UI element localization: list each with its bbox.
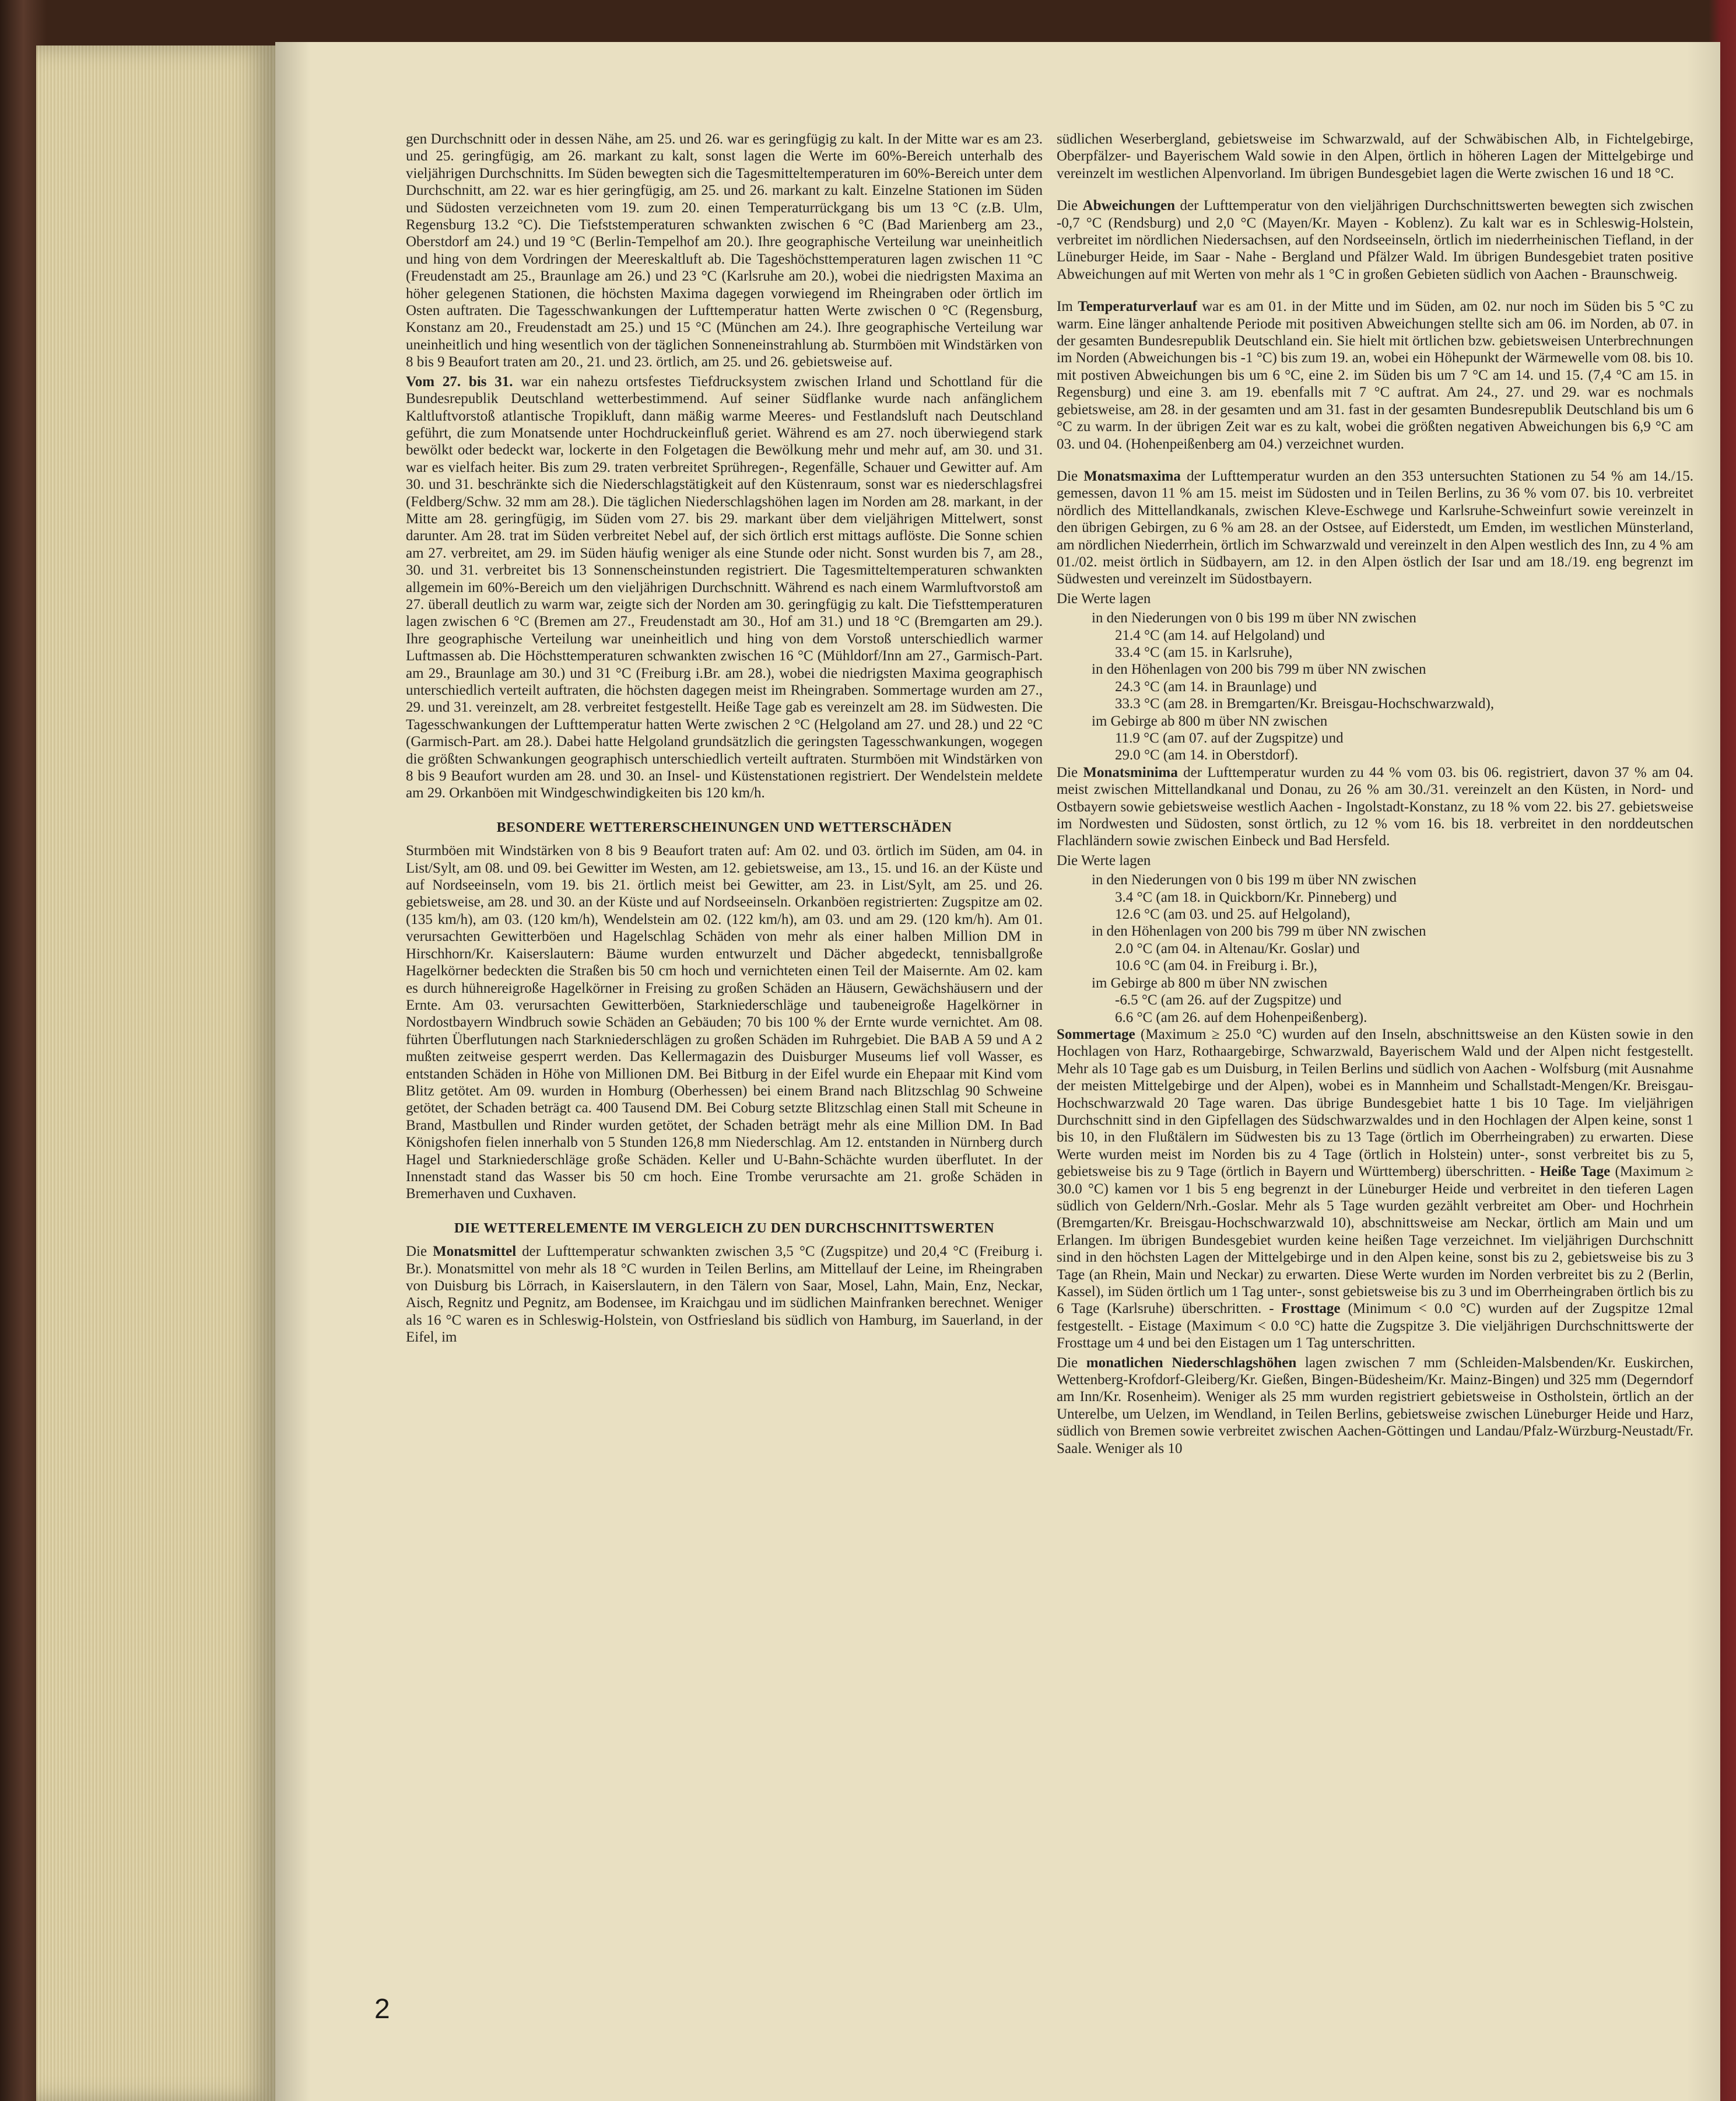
document-page xyxy=(275,42,1720,2101)
list-item: im Gebirge ab 800 m über NN zwischen xyxy=(1092,975,1328,991)
paragraph: Die Monatsminima der Lufttemperatur wurden zu 44 % vom 03. bis 06. registriert, davon 37 % am 04. meist zwischen Mittellandkanal und Donau, zu 26 % am 30./31. vereinzelt an den Küsten, in Nord- und Ostbayern sowie gebietsweise westlich Aachen - Ingolstadt-Konstanz, zu 18 % vom 22. bis 27. gebietsweise im Nordwesten und Südosten, sonst örtlich, zu 12 % vom 16. bis 18. verbreitet in den norddeutschen Flachländern sowie zwischen Einbeck und Bad Hersfeld. xyxy=(1057,764,1693,849)
paragraph: südlichen Weserbergland, gebietsweise im Schwarzwald, auf der Schwäbischen Alb, in Fichtelgebirge, Oberpfälzer- und Bayerischem Wald sowie in den Alpen, örtlich in höheren Lagen der Mittelgebirge und vereinzelt im westlichen Alpenvorland. Im übrigen Bundesgebiet lagen die Werte zwischen 16 und 18 °C. xyxy=(1057,131,1693,181)
list-item: -6.5 °C (am 26. auf der Zugspitze) und xyxy=(1115,992,1342,1009)
paragraph: Die Abweichungen der Lufttemperatur von den vieljährigen Durchschnittswerten bewegten sich zwischen -0,7 °C (Rendsburg) und 2,0 °C (Mayen/Kr. Mayen - Koblenz). Zu kalt war es in Schleswig-Holstein, verbreitet im nördlichen Niedersachsen, auf den Nordseeinseln, örtlich im niederrheinischen Tiefland, in der Lüneburger Heide, im Saar - Nahe - Bergland und Pfälzer Wald. Im übrigen Bundesgebiet traten positive Abweichungen auf mit Werten von mehr als 1 °C in großen Gebieten südlich von Aachen - Braunschweig. xyxy=(1057,198,1693,282)
list-item: in den Höhenlagen von 200 bis 799 m über NN zwischen xyxy=(1092,661,1426,678)
list-item: 33.4 °C (am 15. in Karlsruhe), xyxy=(1115,644,1293,660)
section-heading: DIE WETTERELEMENTE IM VERGLEICH ZU DEN DURCHSCHNITTSWERTEN xyxy=(454,1220,995,1236)
values-intro: Die Werte lagen xyxy=(1057,852,1151,869)
paragraph: Die monatlichen Niederschlagshöhen lagen zwischen 7 mm (Schleiden-Malsbenden/Kr. Euskirchen, Wettenberg-Krofdorf-Gleiberg/Kr. Gießen, Bingen-Büdesheim/Kr. Mainz-Bingen) und 325 mm (Degerndorf am Inn/Kr. Rosenheim). Weniger als 25 mm wurden registriert gebietsweise in Ostholstein, örtlich an der Unterelbe, um Uelzen, im Wendland, in Teilen Berlins, gebietsweise zwischen Lüneburger Heide und Harz, südlich von Bremen sowie verbreitet zwischen Aachen-Göttingen und Landau/Pfalz-Würzburg-Neustadt/Fr. Saale. Weniger als 10 xyxy=(1057,1354,1693,1456)
values-intro: Die Werte lagen xyxy=(1057,590,1151,607)
list-item: 29.0 °C (am 14. in Oberstdorf). xyxy=(1115,747,1299,764)
list-item: in den Höhenlagen von 200 bis 799 m über NN zwischen xyxy=(1092,923,1426,940)
list-item: 6.6 °C (am 26. auf dem Hohenpeißenberg). xyxy=(1115,1009,1367,1025)
list-item: 11.9 °C (am 07. auf der Zugspitze) und xyxy=(1115,730,1344,746)
list-item: 12.6 °C (am 03. und 25. auf Helgoland), xyxy=(1115,906,1351,923)
paragraph: Sommertage (Maximum ≥ 25.0 °C) wurden auf den Inseln, abschnittsweise an den Küsten sowie in den Hochlagen von Harz, Rothaargebirge, Schwarzwald, Bayerischem Wald und der Alpen nicht festgestellt. Mehr als 10 Tage gab es um Duisburg, in Teilen Berlins und südlich von Aachen - Wolfsburg (mit Ausnahme der meisten Mittelgebirge und der Alpen), wobei es in Mannheim und Schallstadt-Mengen/Kr. Breisgau-Hochschwarzwald 20 Tage waren. Das übrige Bundesgebiet hatte 1 bis 10 Tage. Im vieljährigen Durchschnitt sind in den Gipfellagen des Südschwarzwaldes und in den Hochlagen der Alpen keine, sonst 1 bis 10, in den Flußtälern im Südwesten bis zu 13 Tage (örtlich im Oberrheingraben) zu erwarten. Diese Werte wurden meist im Norden bis zu 4 Tage (örtlich in Holstein) unter-, sonst verbreitet bis zu 5, gebietsweise bis zu 9 Tage (örtlich in Bayern und Württemberg) überschritten. - Heiße Tage (Maximum ≥ 30.0 °C) kamen vor 1 bis 5 eng begrenzt in der Lüneburger Heide und verbreitet in den tieferen Lagen südlich von Geldern/Nrh.-Goslar. Mehr als 5 Tage wurden gezählt verbreitet am Ober- und Hochrhein (Bremgarten/Kr. Breisgau-Hochschwarzwald 10), abschnittsweise am Neckar, örtlich am Main und um Erlangen. Im übrigen Bundesgebiet wurden keine heißen Tage verzeichnet. Im vieljährigen Durchschnitt sind in den höchsten Lagen der Mittelgebirge und in den Alpen keine, sonst bis zu 2, gebietsweise bis zu 3 Tage (an Rhein, Main und Neckar) zu erwarten. Diese Werte wurden im Norden verbreitet bis zu 2 (Berlin, Kassel), im Süden örtlich um 1 Tag unter-, sonst gebietsweise bis zu 3 und im Oberrheingraben örtlich bis zu 6 Tage (Karlsruhe) überschritten. - Frosttage (Minimum < 0.0 °C) wurden auf der Zugspitze 12mal festgestellt. - Eistage (Maximum < 0.0 °C) hatte die Zugspitze 3. Die vieljährigen Durchschnittswerte der Frosttage um 4 und bei den Eistagen um 1 Tag unterschritten. xyxy=(1057,1026,1693,1351)
paragraph: Sturmböen mit Windstärken von 8 bis 9 Beaufort traten auf: Am 02. und 03. örtlich im Süden, am 04. in List/Sylt, am 08. und 09. bei Gewitter im Westen, am 12. gebietsweise, am 13., 15. und 16. an der Küste und auf Nordseeinseln, vom 19. bis 21. örtlich meist bei Gewitter, am 23. in List/Sylt, am 25. und 26. gebietsweise, am 28. und 30. an der Küste und auf Nordseeinseln. Orkanböen registrierten: Zugspitze am 02. (135 km/h), am 03. (120 km/h), Wendelstein am 02. (122 km/h), am 03. und am 29. (120 km/h). Am 01. verursachten Gewitterböen und Hagelschlag Schäden von mehr als einer halben Million DM in Hirschhorn/Kr. Kaiserslautern: Bäume wurden entwurzelt und Dächer abgedeckt, tennisballgroße Hagelkörner bedeckten die Straßen bis 50 cm hoch und vernichteten einen Teil der Maisernte. Am 02. kam es durch hühnereigroße Hagelkörner in Freising zu großen Schäden an Häusern, Gewächshäusern und der Ernte. Am 03. verursachten Gewitterböen, Starkniederschläge und taubeneigroße Hagelkörner in Nordostbayern Windbruch sowie Schäden an Gebäuden; 70 bis 100 % der Ernte wurde vernichtet. Am 08. führten Überflutungen nach Starkniederschlägen zu großen Schäden im Ruhrgebiet. Die BAB A 59 und A 2 mußten zeitweise gesperrt werden. Das Kellermagazin des Duisburger Museums lief voll Wasser, es entstanden Schäden in Höhe von Millionen DM. Bei Bitburg in der Eifel wurde ein Ehepaar mit Kind vom Blitz getötet. Am 09. wurden in Homburg (Oberhessen) bei einem Brand nach Blitzschlag 90 Schweine getötet, der Schaden beträgt ca. 400 Tausend DM. Bei Coburg setzte Blitzschlag einen Stall mit Scheune in Brand, Mastbullen und Rinder wurden getötet, der Schaden beträgt mehr als eine Million DM. In Bad Königshofen fielen innerhalb von 5 Stunden 126,8 mm Niederschlag. Am 12. entstanden in Nürnberg durch Hagel und Starkniederschläge große Schäden. Keller und U-Bahn-Schächte wurden überflutet. In der Innenstadt stand das Wasser bis 50 cm hoch. Eine Trombe verursachte am 21. große Schäden in Bremerhaven und Cuxhaven. xyxy=(406,843,1043,1202)
list-item: 10.6 °C (am 04. in Freiburg i. Br.), xyxy=(1115,958,1318,974)
right-column xyxy=(1057,131,1693,1459)
page-number: 2 xyxy=(374,1994,390,2025)
list-item: 2.0 °C (am 04. in Altenau/Kr. Goslar) und xyxy=(1115,940,1360,957)
paragraph: gen Durchschnitt oder in dessen Nähe, am 25. und 26. war es geringfügig zu kalt. In der Mitte war es am 23. und 25. geringfügig, am 26. markant zu kalt, sonst lagen die Werte im 60%-Bereich unterhalb des vieljährigen Durchschnitts. Im Süden bewegten sich die Tagesmitteltemperaturen im 60%-Bereich unter dem Durchschnitt, am 22. war es hier geringfügig, am 25. und 26. markant zu kalt. Einzelne Stationen im Süden und Südosten verzeichneten vom 19. zum 20. einen Temperaturrückgang bis um 13 °C (z.B. Ulm, Regensburg 13.2 °C). Die Tiefststemperaturen schwankten zwischen 6 °C (Bad Marienberg am 23., Oberstdorf am 24.) und 19 °C (Berlin-Tempelhof am 20.). Ihre geographische Verteilung war uneinheitlich und hing von dem Vordringen der Meereskaltluft ab. Die Tageshöchsttemperaturen lagen zwischen 11 °C (Freudenstadt am 25., Braunlage am 26.) und 23 °C (Karlsruhe am 20.), wobei die niedrigsten Maxima an höher gelegenen Stationen, die höchsten Maxima dagegen vorwiegend im Rheingraben oder örtlich im Osten auftraten. Die Tagesschwankungen der Lufttemperatur hatten Werte zwischen 0 °C (Regensburg, Konstanz am 20., Freudenstadt am 25.) und 15 °C (München am 24.). Ihre geographische Verteilung war uneinheitlich und hing wesentlich von der täglichen Sonneneinstrahlung ab. Sturmböen mit Windstärken von 8 bis 9 Beaufort traten am 20., 21. und 23. örtlich, am 25. und 26. gebietsweise auf. xyxy=(406,131,1043,370)
section-heading: BESONDERE WETTERERSCHEINUNGEN UND WETTERSCHÄDEN xyxy=(496,820,952,835)
list-item: 21.4 °C (am 14. auf Helgoland) und xyxy=(1115,627,1325,643)
paragraph: Vom 27. bis 31. war ein nahezu ortsfestes Tiefdrucksystem zwischen Irland und Schottland für die Bundesrepublik Deutschland wetterbestimmend. Auf seiner Südflanke wurde nach anfänglichem Kaltluftvorstoß atlantische Tropikluft, dann mäßig warme Meeres- und Festlandsluft nach Deutschland geführt, die zum Monatsende unter Hochdruckeinfluß geriet. Während es am 27. noch überwiegend stark bewölkt oder bedeckt war, lockerte in den Folgetagen die Bewölkung mehr und mehr auf, am 30. und 31. war es vielfach heiter. Bis zum 29. traten verbreitet Sprühregen-, Regenfälle, Schauer und Gewitter auf. Am 30. und 31. beschränkte sich die Niederschlagstätigkeit auf den Küstenraum, sonst war es niederschlagsfrei (Feldberg/Schw. 32 mm am 28.). Die täglichen Niederschlagshöhen lagen im Norden am 28. markant, in der Mitte am 28. geringfügig, im Süden vom 27. bis 29. markant über dem vieljährigen Mittelwert, sonst darunter. Am 28. trat im Süden verbreitet Nebel auf, der sich örtlich erst mittags auflöste. Die Sonne schien am 27. verbreitet, am 29. im Süden häufig weniger als eine Stunde oder nicht. Sonst wurden bis 7, am 28., 30. und 31. verbreitet bis 13 Sonnenscheinstunden registriert. Die Tagesmitteltemperaturen schwankten allgemein im 60%-Bereich um den vieljährigen Durchschnitt. Während es nach einem Warmluftvorstoß am 27. überall deutlich zu warm war, zeigte sich der Norden am 30. geringfügig zu kalt. Die Tiefsttemperaturen lagen zwischen 6 °C (Bremen am 27., Freudenstadt am 30., Hof am 31.) und 18 °C (Bremgarten am 29.). Ihre geographische Verteilung war uneinheitlich und hing von dem Vorstoß unterschiedlich warmer Luftmassen ab. Die Höchsttemperaturen schwankten zwischen 16 °C (Mühldorf/Inn am 27., Garmisch-Part. am 29., Braunlage am 30.) und 31 °C (Freiburg i.Br. am 28.), wobei die niedrigsten Maxima geographisch unterschiedlich verteilt auftraten, die höchsten dagegen meist im Rheingraben. Sommertage wurden am 27., 29. und 31. vereinzelt, am 28. verbreitet festgestellt. Heiße Tage gab es vereinzelt am 28. im Südwesten. Die Tagesschwankungen der Lufttemperatur hatten Werte zwischen 2 °C (Helgoland am 27. und 28.) und 22 °C (Garmisch-Part. am 28.). Dabei hatte Helgoland grundsätzlich die geringsten Tagesschwankungen, wogegen die größten Schwankungen geographisch unterschiedlich verteilt auftraten. Sturmböen mit Windstärken von 8 bis 9 Beaufort wurden am 28. und 30. an Insel- und Küstenstationen registriert. Der Wendelstein meldete am 29. Orkanböen mit Windgeschwindigkeiten bis 120 km/h. xyxy=(406,373,1043,801)
list-item: 33.3 °C (am 28. in Bremgarten/Kr. Breisgau-Hochschwarzwald), xyxy=(1115,696,1495,712)
paragraph: Im Temperaturverlauf war es am 01. in der Mitte und im Süden, am 02. nur noch im Süden bis 5 °C zu warm. Eine länger anhaltende Periode mit positiven Abweichungen stellte sich am 06. im Norden, ab 07. in der gesamten Bundesrepublik Deutschland ein. Sie hielt mit örtlichen bzw. gebietsweisen Unterbrechnungen im Norden (Abweichungen bis -1 °C) bis zum 19. an, wobei ein Höhepunkt der Wärmewelle vom 08. bis 10. mit postiven Abweichungen bis um 6 °C, eine 2. im Süden bis um 7 °C am 14. und 15. (7,4 °C am 15. in Regensburg) und eine 3. am 19. ebenfalls mit 7 °C auftrat. Am 24., 27. und 29. war es nochmals gebietsweise, am 28. in der gesamten und am 31. fast in der gesamten Bundesrepublik Deutschland bis um 6 °C zu warm. In der übrigen Zeit war es zu kalt, wobei die größten negativen Abweichungen bis 6,9 °C am 03. und 04. (Hohenpeißenberg am 04.) verzeichnet wurden. xyxy=(1057,299,1694,452)
left-column xyxy=(406,131,1043,1349)
paragraph: Die Monatsmittel der Lufttemperatur schwankten zwischen 3,5 °C (Zugspitze) und 20,4 °C (Freiburg i. Br.). Monatsmittel von mehr als 18 °C wurden in Teilen Berlins, am Mittellauf der Leine, im Rheingraben von Duisburg bis Lörrach, in Kaiserslautern, in den Tälern von Saar, Mosel, Lahn, Main, Enz, Neckar, Aisch, Regnitz und Pegnitz, am Bodensee, im Kraichgau und im südlichen Mainfranken berechnet. Weniger als 16 °C waren es in Schleswig-Holstein, von Ostfriesland bis südlich von Hamburg, im Sauerland, in der Eifel, im xyxy=(406,1244,1043,1346)
paragraph: Die Monatsmaxima der Lufttemperatur wurden an den 353 untersuchten Stationen zu 54 % am 14./15. gemessen, davon 11 % am 15. meist im Südosten und in Teilen Berlins, zu 36 % vom 07. bis 10. verbreitet nördlich des Mittellandkanals, zwischen Kleve-Eschwege und Karlsruhe-Schweinfurt sowie vereinzelt in den übrigen Gebirgen, zu 6 % am 28. an der Ostsee, auf Eiderstedt, um Emden, im westlichen Münsterland, am nördlichen Niederrhein, örtlich im Schwarzwald und vereinzelt in den Alpen westlich des Inn, zu 4 % am 01./02. meist örtlich in Südbayern, am 12. in den Alpen östlich der Isar und am 18./19. eng begrenzt im Südwesten und vereinzelt im Südostbayern. xyxy=(1057,468,1693,587)
list-item: 24.3 °C (am 14. in Braunlage) und xyxy=(1115,678,1317,695)
list-item: im Gebirge ab 800 m über NN zwischen xyxy=(1092,713,1328,729)
list-item: 3.4 °C (am 18. in Quickborn/Kr. Pinneberg) und xyxy=(1115,889,1397,905)
list-item: in den Niederungen von 0 bis 199 m über NN zwischen xyxy=(1092,610,1416,626)
list-item: in den Niederungen von 0 bis 199 m über NN zwischen xyxy=(1092,872,1416,888)
page-edges xyxy=(36,45,275,2101)
